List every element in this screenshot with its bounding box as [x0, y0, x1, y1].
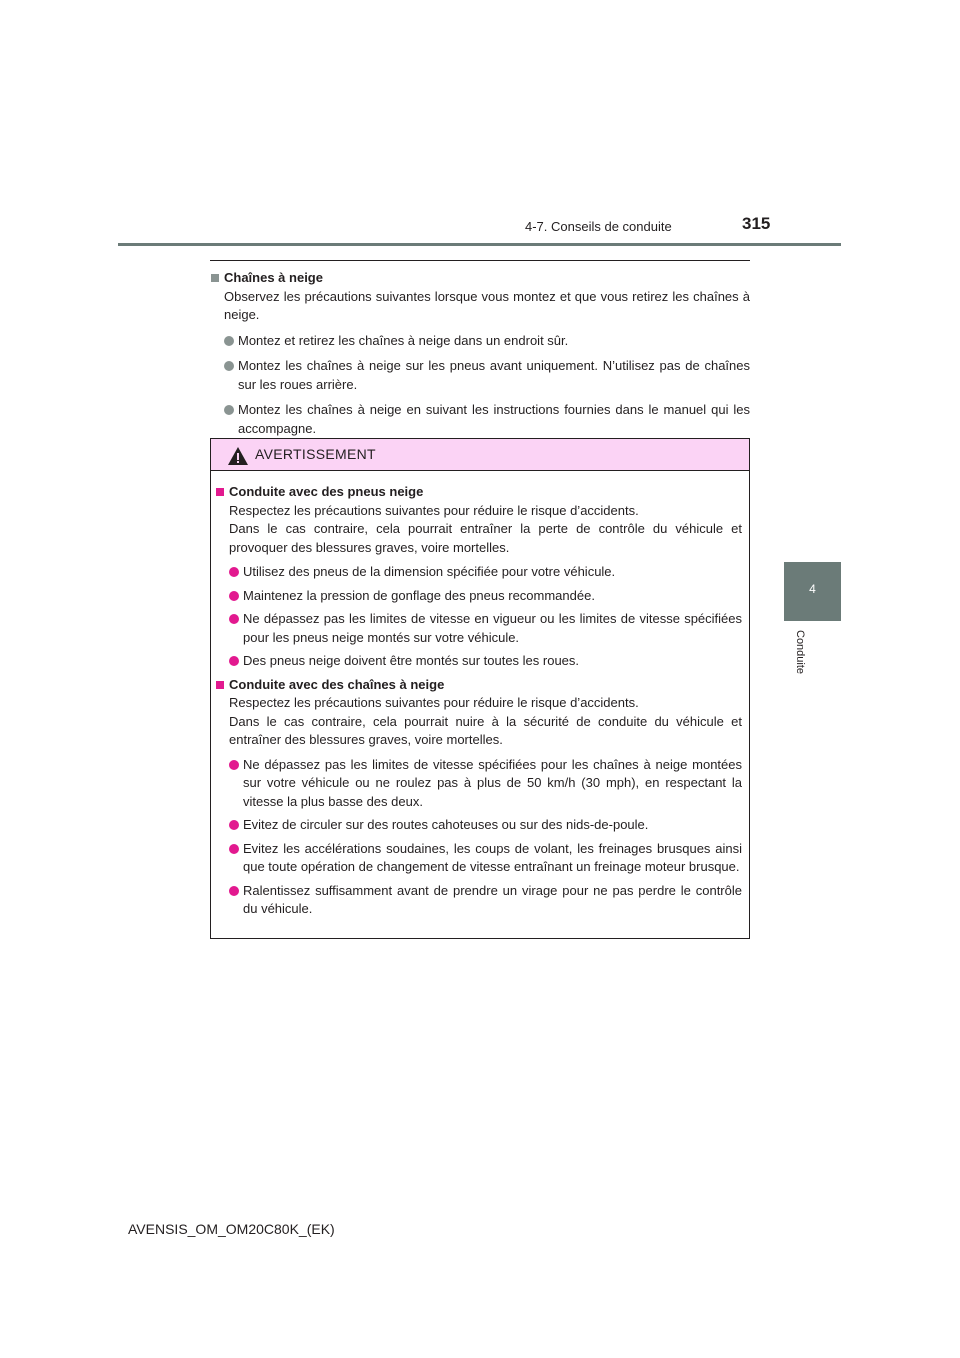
- snow-chains-intro: Observez les précautions suivantes lorsque vous montez et que vous retirez les chaînes à neige.: [224, 288, 750, 322]
- square-bullet-icon: [216, 488, 224, 496]
- warning-heading-text: Conduite avec des chaînes à neige: [229, 676, 445, 692]
- chapter-number: 4: [809, 582, 816, 596]
- list-item: [210, 401, 750, 438]
- list-item-text: Ne dépassez pas les limites de vitesse en vigueur ou les limites de vitesse spécifiées pour les pneus neige montés sur votre véhicule.: [243, 611, 742, 645]
- warning-heading-text: Conduite avec des pneus neige: [229, 484, 424, 499]
- circle-bullet-icon: [224, 361, 234, 371]
- list-item-text: Maintenez la pression de gonflage des pneus recommandée.: [243, 587, 595, 603]
- warning-body: [211, 471, 749, 919]
- snow-chains-heading: [210, 269, 750, 288]
- list-item-text: Montez les chaînes à neige en suivant les instructions fournies dans le manuel qui les accompagne.: [238, 402, 750, 436]
- header-section-title: 4-7. Conseils de conduite: [525, 219, 672, 234]
- square-bullet-icon: [216, 681, 224, 689]
- list-item-text: Montez et retirez les chaînes à neige dans un endroit sûr.: [238, 332, 569, 348]
- list-item: [210, 332, 750, 351]
- list-item: [215, 840, 742, 877]
- warning-line: Respectez les précautions suivantes pour réduire le risque d’accidents.: [229, 695, 639, 710]
- warning-line: Dans le cas contraire, cela pourrait nuire à la sécurité de conduite du véhicule et entraîner des blessures graves, voire mortelles.: [229, 713, 742, 747]
- list-item: [210, 357, 750, 394]
- document-code: AVENSIS_OM_OM20C80K_(EK): [128, 1221, 335, 1237]
- circle-bullet-icon: [224, 405, 234, 415]
- list-item: [215, 882, 742, 919]
- warning-paragraph: [215, 694, 742, 750]
- circle-bullet-icon: [224, 336, 234, 346]
- header-rule: [118, 243, 841, 246]
- list-item: [215, 756, 742, 812]
- list-item-text: Montez les chaînes à neige sur les pneus avant uniquement. N’utilisez pas de chaînes sur les roues arrière.: [238, 358, 750, 392]
- warning-paragraph: [215, 502, 742, 558]
- circle-bullet-icon: [229, 820, 239, 830]
- list-item-text: Evitez les accélérations soudaines, les coups de volant, les freinages brusques ainsi que toute opération de changement de vitesse entraînant un freinage moteur brusque.: [243, 840, 742, 874]
- list-item-text: Utilisez des pneus de la dimension spécifiée pour votre véhicule.: [243, 564, 616, 579]
- chapter-tab: [784, 562, 841, 621]
- list-item: [215, 563, 742, 582]
- warning-line: Dans le cas contraire, cela pourrait entraîner la perte de contrôle du véhicule et provoquer des blessures graves, voire mortelles.: [229, 521, 742, 555]
- snow-chains-heading-text: Chaînes à neige: [224, 270, 323, 285]
- chapter-label: Conduite: [794, 630, 806, 675]
- list-item-text: Des pneus neige doivent être montés sur toutes les roues.: [243, 653, 580, 668]
- warning-header: [211, 439, 749, 471]
- warning-heading-snow-tires: [215, 483, 742, 502]
- circle-bullet-icon: [229, 656, 239, 666]
- list-item: [215, 816, 742, 835]
- warning-triangle-icon: [227, 446, 249, 466]
- list-item: [215, 610, 742, 647]
- circle-bullet-icon: [229, 567, 239, 577]
- warning-line: Respectez les précautions suivantes pour réduire le risque d’accidents.: [229, 502, 639, 518]
- list-item: [215, 587, 742, 606]
- square-bullet-icon: [211, 274, 219, 282]
- page-number: 315: [742, 214, 771, 233]
- warning-box: [210, 438, 750, 939]
- section-rule: [210, 260, 750, 261]
- circle-bullet-icon: [229, 760, 239, 770]
- list-item: [215, 652, 742, 671]
- circle-bullet-icon: [229, 844, 239, 854]
- warning-heading-snow-chains: [215, 676, 742, 695]
- circle-bullet-icon: [229, 614, 239, 624]
- circle-bullet-icon: [229, 591, 239, 601]
- warning-title: AVERTISSEMENT: [255, 446, 376, 462]
- snow-chains-section: [210, 260, 750, 445]
- list-item-text: Ne dépassez pas les limites de vitesse spécifiées pour les chaînes à neige montées sur votre véhicule ou ne roulez pas à plus de 50 km/h (30 mph), en respectant la vitesse la plus basse des deux.: [243, 756, 742, 809]
- circle-bullet-icon: [229, 886, 239, 896]
- list-item-text: Evitez de circuler sur des routes cahoteuses ou sur des nids-de-poule.: [243, 817, 649, 832]
- list-item-text: Ralentissez suffisamment avant de prendre un virage pour ne pas perdre le contrôle du véhicule.: [243, 882, 742, 916]
